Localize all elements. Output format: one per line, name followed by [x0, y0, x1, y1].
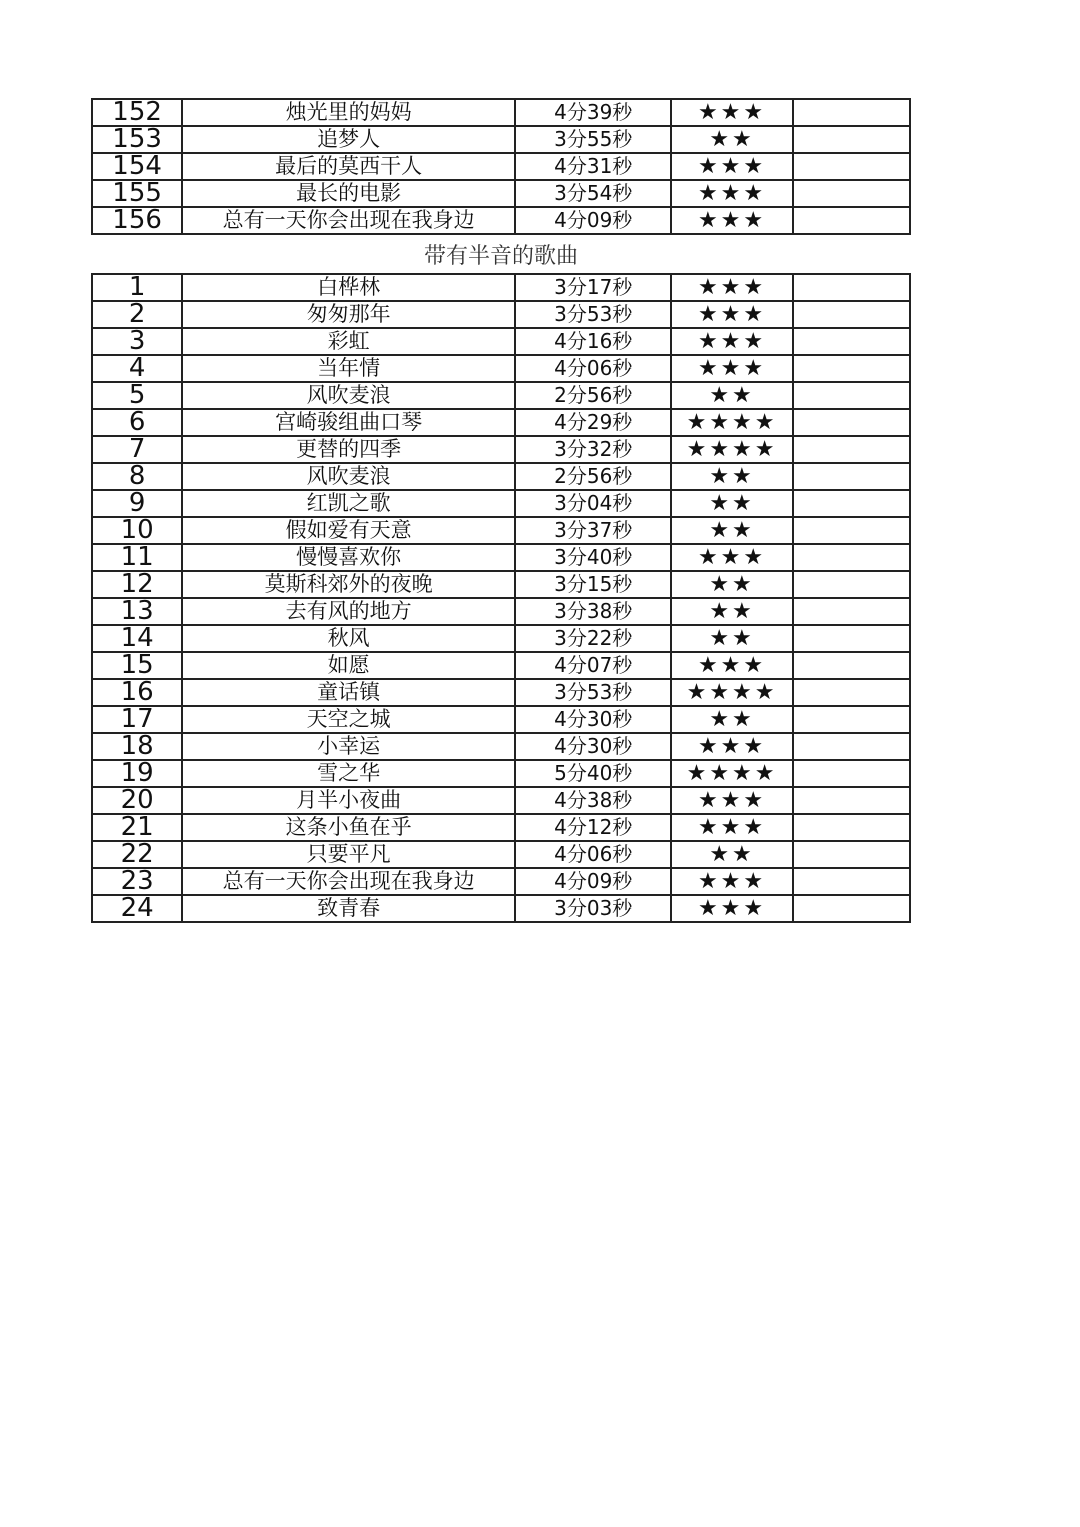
song-note-cell	[793, 733, 910, 760]
song-note-cell	[793, 598, 910, 625]
table-row	[92, 733, 910, 760]
song-duration-cell: 5分40秒	[515, 760, 671, 787]
song-note-cell	[793, 436, 910, 463]
song-title-cell: 白桦林	[182, 274, 515, 301]
table-row	[92, 153, 910, 180]
song-title-cell: 最后的莫西干人	[182, 153, 515, 180]
song-title-cell: 烛光里的妈妈	[182, 99, 515, 126]
table-row	[92, 126, 910, 153]
song-rating-cell: ★★★	[671, 153, 792, 180]
song-number-cell: 22	[92, 841, 182, 868]
table-row	[92, 841, 910, 868]
song-note-cell	[793, 868, 910, 895]
song-title-cell: 秋风	[182, 625, 515, 652]
song-note-cell	[793, 679, 910, 706]
song-title-cell: 总有一天你会出现在我身边	[182, 207, 515, 234]
song-title-cell: 去有风的地方	[182, 598, 515, 625]
song-duration-cell: 2分56秒	[515, 382, 671, 409]
song-note-cell	[793, 706, 910, 733]
song-rating-cell: ★★	[671, 463, 792, 490]
song-duration-cell: 4分31秒	[515, 153, 671, 180]
song-number-cell: 9	[92, 490, 182, 517]
song-duration-cell: 3分55秒	[515, 126, 671, 153]
table-row	[92, 787, 910, 814]
table-row	[92, 409, 910, 436]
song-rating-cell: ★★	[671, 490, 792, 517]
song-duration-cell: 3分40秒	[515, 544, 671, 571]
table-row	[92, 436, 910, 463]
song-number-cell: 1	[92, 274, 182, 301]
table-row	[92, 625, 910, 652]
table-row	[92, 706, 910, 733]
table-row	[92, 355, 910, 382]
song-title-cell: 彩虹	[182, 328, 515, 355]
song-note-cell	[793, 153, 910, 180]
song-number-cell: 156	[92, 207, 182, 234]
table-row	[92, 544, 910, 571]
song-number-cell: 23	[92, 868, 182, 895]
song-duration-cell: 3分03秒	[515, 895, 671, 922]
song-note-cell	[793, 652, 910, 679]
song-title-cell: 追梦人	[182, 126, 515, 153]
table-row	[92, 517, 910, 544]
song-title-cell: 风吹麦浪	[182, 463, 515, 490]
song-note-cell	[793, 787, 910, 814]
song-rating-cell: ★★★	[671, 733, 792, 760]
song-duration-cell: 2分56秒	[515, 463, 671, 490]
song-note-cell	[793, 409, 910, 436]
song-title-cell: 假如爱有天意	[182, 517, 515, 544]
song-duration-cell: 3分38秒	[515, 598, 671, 625]
song-title-cell: 莫斯科郊外的夜晚	[182, 571, 515, 598]
song-duration-cell: 4分38秒	[515, 787, 671, 814]
song-rating-cell: ★★★	[671, 99, 792, 126]
song-note-cell	[793, 814, 910, 841]
song-rating-cell: ★★★	[671, 207, 792, 234]
table-row	[92, 180, 910, 207]
song-note-cell	[793, 180, 910, 207]
table-row	[92, 274, 910, 301]
song-number-cell: 155	[92, 180, 182, 207]
song-title-cell: 更替的四季	[182, 436, 515, 463]
song-duration-cell: 4分12秒	[515, 814, 671, 841]
song-number-cell: 20	[92, 787, 182, 814]
song-title-cell: 小幸运	[182, 733, 515, 760]
song-duration-cell: 3分53秒	[515, 679, 671, 706]
song-rating-cell: ★★★★	[671, 436, 792, 463]
song-rating-cell: ★★★	[671, 895, 792, 922]
song-rating-cell: ★★	[671, 598, 792, 625]
song-note-cell	[793, 571, 910, 598]
table-row	[92, 814, 910, 841]
song-title-cell: 匆匆那年	[182, 301, 515, 328]
song-rating-cell: ★★★	[671, 814, 792, 841]
song-number-cell: 14	[92, 625, 182, 652]
song-number-cell: 13	[92, 598, 182, 625]
song-duration-cell: 4分09秒	[515, 868, 671, 895]
song-number-cell: 24	[92, 895, 182, 922]
song-duration-cell: 3分37秒	[515, 517, 671, 544]
song-title-cell: 红凯之歌	[182, 490, 515, 517]
table-row	[92, 760, 910, 787]
song-rating-cell: ★★★	[671, 355, 792, 382]
song-note-cell	[793, 99, 910, 126]
song-title-cell: 童话镇	[182, 679, 515, 706]
table-row	[92, 868, 910, 895]
song-note-cell	[793, 760, 910, 787]
song-number-cell: 16	[92, 679, 182, 706]
song-note-cell	[793, 126, 910, 153]
song-duration-cell: 3分04秒	[515, 490, 671, 517]
song-note-cell	[793, 544, 910, 571]
song-table-top	[91, 98, 911, 235]
table-row	[92, 463, 910, 490]
song-number-cell: 17	[92, 706, 182, 733]
song-note-cell	[793, 328, 910, 355]
song-note-cell	[793, 382, 910, 409]
song-number-cell: 5	[92, 382, 182, 409]
song-number-cell: 11	[92, 544, 182, 571]
song-rating-cell: ★★★★	[671, 409, 792, 436]
song-duration-cell: 4分16秒	[515, 328, 671, 355]
song-number-cell: 4	[92, 355, 182, 382]
song-number-cell: 3	[92, 328, 182, 355]
table-row	[92, 328, 910, 355]
table-row	[92, 652, 910, 679]
song-number-cell: 12	[92, 571, 182, 598]
song-duration-cell: 4分30秒	[515, 733, 671, 760]
song-duration-cell: 4分07秒	[515, 652, 671, 679]
song-title-cell: 风吹麦浪	[182, 382, 515, 409]
table-row	[92, 679, 910, 706]
song-rating-cell: ★★	[671, 517, 792, 544]
song-table-top-body	[92, 99, 910, 234]
song-duration-cell: 4分29秒	[515, 409, 671, 436]
table-row	[92, 895, 910, 922]
song-number-cell: 152	[92, 99, 182, 126]
song-rating-cell: ★★	[671, 841, 792, 868]
table-row	[92, 490, 910, 517]
song-title-cell: 总有一天你会出现在我身边	[182, 868, 515, 895]
song-duration-cell: 3分17秒	[515, 274, 671, 301]
table-row	[92, 598, 910, 625]
song-note-cell	[793, 207, 910, 234]
song-rating-cell: ★★★★	[671, 760, 792, 787]
song-rating-cell: ★★	[671, 126, 792, 153]
song-note-cell	[793, 274, 910, 301]
song-duration-cell: 3分32秒	[515, 436, 671, 463]
song-duration-cell: 4分30秒	[515, 706, 671, 733]
song-note-cell	[793, 355, 910, 382]
song-rating-cell: ★★	[671, 571, 792, 598]
song-rating-cell: ★★★	[671, 787, 792, 814]
song-rating-cell: ★★★	[671, 180, 792, 207]
song-number-cell: 18	[92, 733, 182, 760]
song-rating-cell: ★★★	[671, 652, 792, 679]
song-duration-cell: 3分22秒	[515, 625, 671, 652]
song-title-cell: 当年情	[182, 355, 515, 382]
song-number-cell: 21	[92, 814, 182, 841]
section-title: 带有半音的歌曲	[423, 244, 578, 269]
song-number-cell: 154	[92, 153, 182, 180]
table-row	[92, 382, 910, 409]
song-title-cell: 月半小夜曲	[182, 787, 515, 814]
song-title-cell: 雪之华	[182, 760, 515, 787]
song-note-cell	[793, 625, 910, 652]
song-number-cell: 153	[92, 126, 182, 153]
song-table-semitone	[91, 273, 911, 923]
table-row	[92, 301, 910, 328]
song-title-cell: 宫崎骏组曲口琴	[182, 409, 515, 436]
song-title-cell: 这条小鱼在乎	[182, 814, 515, 841]
song-note-cell	[793, 463, 910, 490]
song-duration-cell: 3分53秒	[515, 301, 671, 328]
song-number-cell: 8	[92, 463, 182, 490]
song-duration-cell: 4分39秒	[515, 99, 671, 126]
song-note-cell	[793, 301, 910, 328]
song-duration-cell: 3分15秒	[515, 571, 671, 598]
song-rating-cell: ★★★	[671, 328, 792, 355]
song-title-cell: 最长的电影	[182, 180, 515, 207]
song-rating-cell: ★★	[671, 625, 792, 652]
song-rating-cell: ★★★	[671, 301, 792, 328]
song-rating-cell: ★★★	[671, 868, 792, 895]
song-title-cell: 如愿	[182, 652, 515, 679]
song-rating-cell: ★★★	[671, 274, 792, 301]
song-title-cell: 天空之城	[182, 706, 515, 733]
song-number-cell: 10	[92, 517, 182, 544]
song-number-cell: 6	[92, 409, 182, 436]
song-rating-cell: ★★★	[671, 544, 792, 571]
table-row	[92, 207, 910, 234]
song-number-cell: 7	[92, 436, 182, 463]
song-duration-cell: 3分54秒	[515, 180, 671, 207]
song-number-cell: 2	[92, 301, 182, 328]
song-duration-cell: 4分06秒	[515, 841, 671, 868]
song-number-cell: 15	[92, 652, 182, 679]
table-row	[92, 99, 910, 126]
song-note-cell	[793, 517, 910, 544]
song-table-semitone-body	[92, 274, 910, 922]
song-duration-cell: 4分09秒	[515, 207, 671, 234]
table-row	[92, 571, 910, 598]
song-rating-cell: ★★	[671, 706, 792, 733]
song-duration-cell: 4分06秒	[515, 355, 671, 382]
song-title-cell: 慢慢喜欢你	[182, 544, 515, 571]
song-note-cell	[793, 841, 910, 868]
song-note-cell	[793, 895, 910, 922]
song-note-cell	[793, 490, 910, 517]
song-rating-cell: ★★	[671, 382, 792, 409]
song-title-cell: 致青春	[182, 895, 515, 922]
song-rating-cell: ★★★★	[671, 679, 792, 706]
song-number-cell: 19	[92, 760, 182, 787]
song-title-cell: 只要平凡	[182, 841, 515, 868]
